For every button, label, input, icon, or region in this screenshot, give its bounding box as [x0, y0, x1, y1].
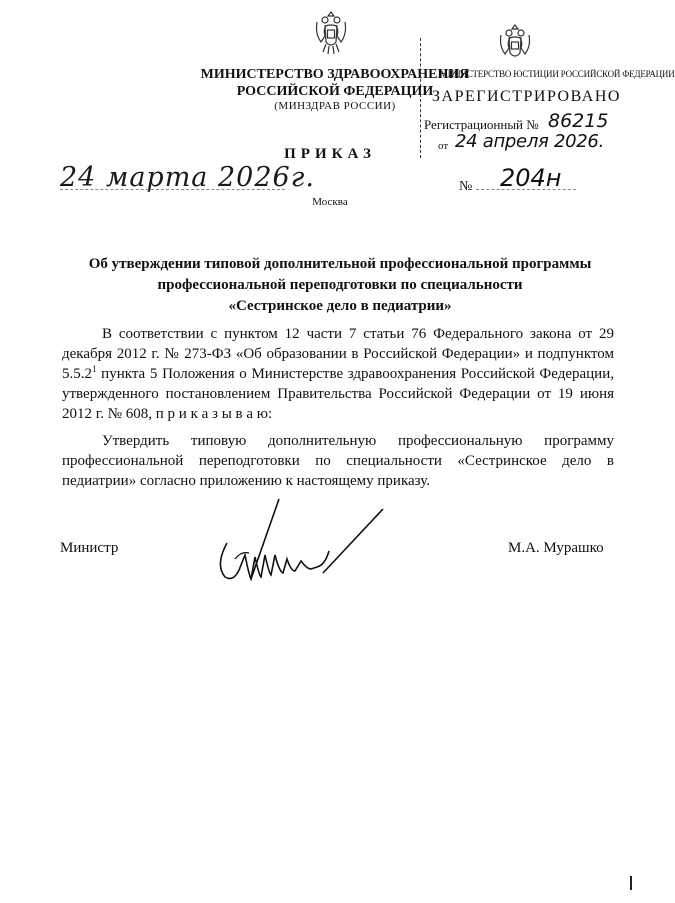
para1-text-a: В соответствии с пунктом 12 части 7 статьи 76 Федерального закона от 29 декабря 2012 г. № 273-ФЗ «Об образовании в Российской Федерации» и подпунктом 5.5.2 [62, 326, 614, 382]
date-underline [60, 189, 285, 190]
order-date: 24 марта 2026г. [60, 162, 315, 193]
minister-name: М.А. Мурашко [508, 540, 604, 556]
order-number-label: № [459, 179, 473, 194]
para1-footnote: 1 [92, 364, 97, 374]
stamp-emblem-icon [497, 22, 533, 70]
signature-icon [205, 495, 405, 595]
minister-position: Министр [60, 540, 119, 556]
title-line1: Об утверждении типовой дополнительной профессиональной программы [88, 256, 592, 272]
stamp-reg-number: 86215 [548, 110, 609, 132]
order-city: Москва [312, 196, 348, 208]
number-underline [476, 189, 576, 190]
order-number: 204н [500, 164, 562, 192]
order-title: ПРИКАЗ [284, 146, 376, 162]
coat-of-arms-icon [313, 8, 349, 60]
ministry-short-name: (МИНЗДРАВ РОССИИ) [274, 100, 396, 112]
stamp-ministry: МИНИСТЕРСТВО ЮСТИЦИИ РОССИЙСКОЙ ФЕДЕРАЦИИ [440, 69, 675, 79]
para1-text-b: пункта 5 Положения о Министерстве здравоохранения Российской Федерации, утвержденного постановлением Правительства Российской Федерации от 19 июня 2012 г. № 608, п р и к а з ы в а ю: [62, 366, 614, 422]
para2-text: Утвердить типовую дополнительную профессиональную программу профессиональной переподготовки по специальности «Сестринское дело в педиатрии» согласно приложению к настоящему приказу. [62, 433, 614, 489]
stamp-registered: ЗАРЕГИСТРИРОВАНО [432, 88, 621, 105]
ministry-line2: РОССИЙСКОЙ ФЕДЕРАЦИИ [236, 84, 434, 99]
title-line2: профессиональной переподготовки по специальности [157, 277, 523, 293]
stamp-reg-label: Регистрационный № [424, 117, 539, 132]
page-edge-mark [630, 876, 632, 890]
paragraph-basis [62, 324, 614, 424]
stamp-date-value: 24 апреля 2026. [455, 131, 605, 152]
ministry-line1: МИНИСТЕРСТВО ЗДРАВООХРАНЕНИЯ [200, 67, 470, 82]
stamp-date-label: от [438, 140, 449, 152]
title-line3: «Сестринское дело в педиатрии» [228, 298, 452, 314]
paragraph-order [62, 431, 614, 491]
document-title [60, 254, 620, 317]
stamp-border [420, 38, 421, 158]
